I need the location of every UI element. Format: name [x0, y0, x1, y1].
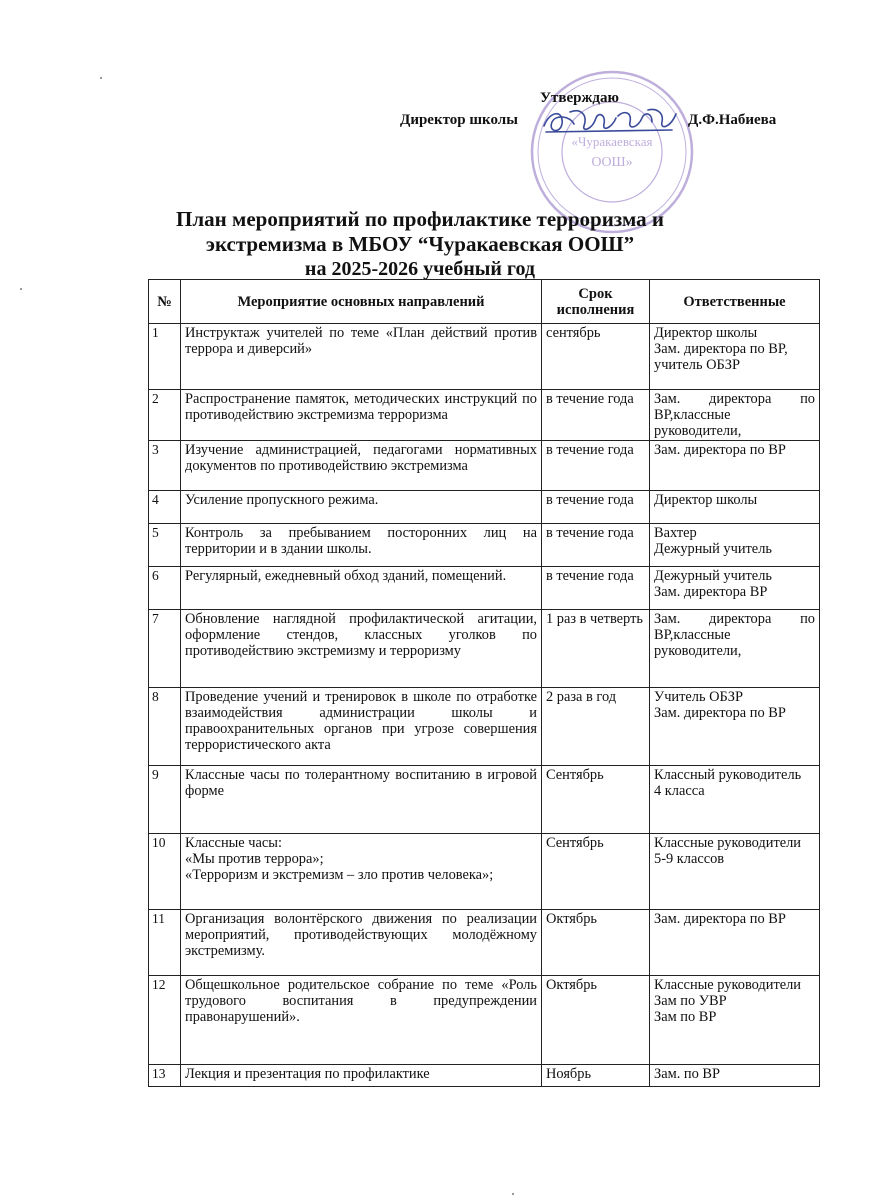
row-event: Проведение учений и тренировок в школе по отработке взаимодействия администрации школы и правоохранительных органов при угрозе совершения террористического акта — [181, 688, 542, 766]
row-term: в течение года — [542, 567, 650, 610]
document-title — [140, 207, 700, 282]
row-term: Ноябрь — [542, 1065, 650, 1087]
row-number: 5 — [149, 524, 181, 567]
table-row — [149, 834, 820, 910]
row-event: Распространение памяток, методических инструкций по противодействию экстремизма терроризма — [181, 390, 542, 441]
row-number: 13 — [149, 1065, 181, 1087]
row-term: в течение года — [542, 390, 650, 441]
title-line-2: экстремизма в МБОУ “Чуракаевская ООШ” — [205, 232, 635, 256]
table-row — [149, 766, 820, 834]
row-term: Октябрь — [542, 910, 650, 976]
row-event: Изучение администрацией, педагогами нормативных документов по противодействию экстремизма — [181, 441, 542, 491]
row-responsible: Дежурный учитель Зам. директора ВР — [650, 567, 820, 610]
row-responsible: Классные руководители Зам по УВР Зам по ВР — [650, 976, 820, 1065]
row-term: в течение года — [542, 441, 650, 491]
row-term: сентябрь — [542, 324, 650, 390]
row-number: 9 — [149, 766, 181, 834]
row-responsible: Зам. директора по ВР — [650, 441, 820, 491]
row-event: Усиление пропускного режима. — [181, 491, 542, 524]
plan-table — [148, 279, 820, 1087]
title-line-1: План мероприятий по профилактике терроризма и — [176, 207, 664, 231]
row-event: Инструктаж учителей по теме «План действий против террора и диверсий» — [181, 324, 542, 390]
row-term: 2 раза в год — [542, 688, 650, 766]
row-responsible: Директор школы Зам. директора по ВР, учитель ОБЗР — [650, 324, 820, 390]
header-responsible: Ответственные — [650, 280, 820, 324]
row-event: Контроль за пребыванием посторонних лиц на территории и в здании школы. — [181, 524, 542, 567]
row-responsible: Зам. по ВР — [650, 1065, 820, 1087]
row-number: 1 — [149, 324, 181, 390]
header-num: № — [149, 280, 181, 324]
scan-speck — [512, 1193, 514, 1195]
table-row — [149, 688, 820, 766]
row-term: Сентябрь — [542, 834, 650, 910]
table-row — [149, 1065, 820, 1087]
row-responsible: Классные руководители 5-9 классов — [650, 834, 820, 910]
table-row — [149, 567, 820, 610]
row-event: Классные часы: «Мы против террора»; «Терроризм и экстремизм – зло против человека»; — [181, 834, 542, 910]
row-term: в течение года — [542, 524, 650, 567]
table-body — [149, 324, 820, 1087]
row-term: в течение года — [542, 491, 650, 524]
row-event: Организация волонтёрского движения по реализации мероприятий, противодействующих молодёжному экстремизму. — [181, 910, 542, 976]
row-number: 2 — [149, 390, 181, 441]
header-event: Мероприятие основных направлений — [181, 280, 542, 324]
director-name: Д.Ф.Набиева — [688, 112, 777, 128]
row-term: Сентябрь — [542, 766, 650, 834]
row-responsible: Учитель ОБЗР Зам. директора по ВР — [650, 688, 820, 766]
scan-speck — [20, 288, 22, 290]
header-term: Срок исполнения — [542, 280, 650, 324]
row-number: 4 — [149, 491, 181, 524]
row-number: 8 — [149, 688, 181, 766]
row-responsible: Зам. директора по ВР — [650, 910, 820, 976]
table-row — [149, 324, 820, 390]
table-row — [149, 390, 820, 441]
row-number: 3 — [149, 441, 181, 491]
table-row — [149, 976, 820, 1065]
table-row — [149, 491, 820, 524]
row-term: 1 раз в четверть — [542, 610, 650, 688]
row-responsible: Вахтер Дежурный учитель — [650, 524, 820, 567]
row-event: Обновление наглядной профилактической агитации, оформление стендов, классных уголков по противодействию экстремизму и терроризму — [181, 610, 542, 688]
row-responsible: Зам. директора по ВР,классные руководители, — [650, 610, 820, 688]
table-row — [149, 610, 820, 688]
svg-text:ООШ»: ООШ» — [591, 155, 633, 170]
title-line-3: на 2025-2026 учебный год — [304, 258, 536, 280]
scan-speck — [100, 77, 102, 79]
row-number: 10 — [149, 834, 181, 910]
director-signature — [540, 104, 680, 138]
row-responsible: Директор школы — [650, 491, 820, 524]
row-number: 11 — [149, 910, 181, 976]
row-event: Лекция и презентация по профилактике — [181, 1065, 542, 1087]
table-row — [149, 524, 820, 567]
row-event: Классные часы по толерантному воспитанию в игровой форме — [181, 766, 542, 834]
row-event: Регулярный, ежедневный обход зданий, помещений. — [181, 567, 542, 610]
row-number: 7 — [149, 610, 181, 688]
row-number: 12 — [149, 976, 181, 1065]
approval-block — [400, 90, 840, 140]
svg-text:«Чуракаевская: «Чуракаевская — [571, 134, 653, 149]
table-row — [149, 910, 820, 976]
row-responsible: Классный руководитель 4 класса — [650, 766, 820, 834]
row-number: 6 — [149, 567, 181, 610]
row-responsible: Зам. директора по ВР,классные руководители, — [650, 390, 820, 441]
row-term: Октябрь — [542, 976, 650, 1065]
table-header-row — [149, 280, 820, 324]
row-event: Общешкольное родительское собрание по теме «Роль трудового воспитания в предупреждении правонарушений». — [181, 976, 542, 1065]
table-row — [149, 441, 820, 491]
director-label: Директор школы — [400, 112, 518, 128]
approval-label: Утверждаю — [540, 90, 619, 106]
